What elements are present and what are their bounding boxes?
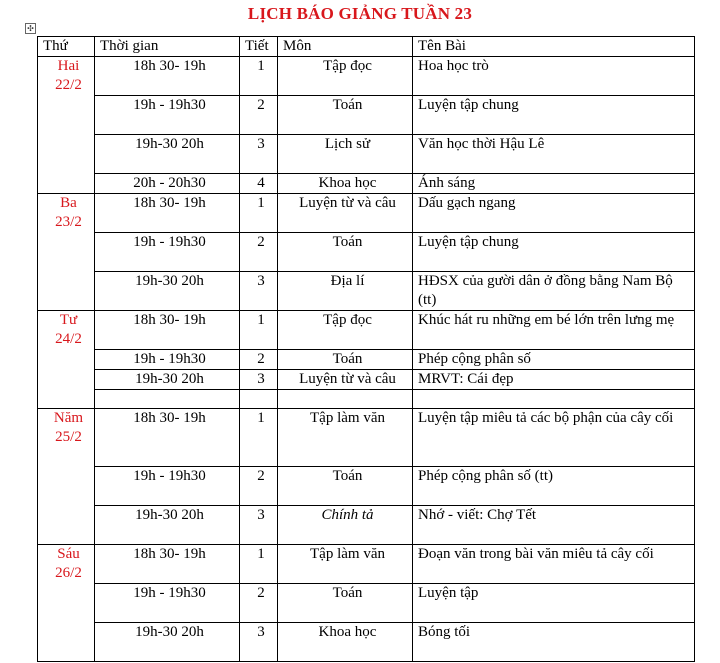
time-cell: 18h 30- 19h <box>95 409 240 467</box>
tiet-cell: 2 <box>240 584 278 623</box>
mon-cell: Khoa học <box>278 623 413 662</box>
table-row-empty <box>38 390 695 409</box>
mon-cell: Tập đọc <box>278 57 413 96</box>
day-date: 26/2 <box>55 565 82 581</box>
mon-cell: Tập làm văn <box>278 545 413 584</box>
tiet-cell: 1 <box>240 545 278 584</box>
lesson-cell: HĐSX của gười dân ở đồng bằng Nam Bộ (tt) <box>413 272 695 311</box>
lesson-cell: Luyện tập <box>413 584 695 623</box>
mon-cell: Toán <box>278 584 413 623</box>
mon-cell: Luyện từ và câu <box>278 194 413 233</box>
header-thoi-gian: Thời gian <box>95 37 240 57</box>
tiet-cell: 2 <box>240 350 278 370</box>
tiet-cell: 4 <box>240 174 278 194</box>
time-cell: 18h 30- 19h <box>95 194 240 233</box>
time-cell: 19h-30 20h <box>95 272 240 311</box>
lesson-cell: Phép cộng phân số <box>413 350 695 370</box>
lesson-cell: Bóng tối <box>413 623 695 662</box>
table-move-handle-icon[interactable]: ✣ <box>25 23 36 34</box>
mon-cell: Toán <box>278 467 413 506</box>
lesson-cell: Văn học thời Hậu Lê <box>413 135 695 174</box>
mon-cell: Địa lí <box>278 272 413 311</box>
lesson-cell: Luyện tập chung <box>413 96 695 135</box>
time-cell: 18h 30- 19h <box>95 57 240 96</box>
table-row <box>38 506 695 545</box>
tiet-cell: 1 <box>240 194 278 233</box>
lesson-cell: Đoạn văn trong bài văn miêu tả cây cối <box>413 545 695 584</box>
day-cell <box>38 311 95 409</box>
mon-cell: Toán <box>278 96 413 135</box>
tiet-cell: 2 <box>240 467 278 506</box>
time-cell: 20h - 20h30 <box>95 174 240 194</box>
day-cell <box>38 409 95 545</box>
day-cell <box>38 57 95 194</box>
day-date: 25/2 <box>55 429 82 445</box>
time-cell: 19h-30 20h <box>95 506 240 545</box>
time-cell: 19h-30 20h <box>95 370 240 390</box>
time-cell: 19h - 19h30 <box>95 350 240 370</box>
time-cell: 19h - 19h30 <box>95 233 240 272</box>
lesson-cell: Dấu gạch ngang <box>413 194 695 233</box>
table-row <box>38 311 695 350</box>
time-cell: 19h-30 20h <box>95 623 240 662</box>
schedule-table <box>37 36 695 662</box>
time-cell: 19h - 19h30 <box>95 584 240 623</box>
day-name: Ba <box>60 195 77 211</box>
mon-cell: Toán <box>278 233 413 272</box>
tiet-cell: 3 <box>240 370 278 390</box>
mon-cell: Lịch sử <box>278 135 413 174</box>
tiet-cell-empty <box>240 390 278 409</box>
header-tiet: Tiết <box>240 37 278 57</box>
mon-cell: Toán <box>278 350 413 370</box>
lesson-cell: Nhớ - viết: Chợ Tết <box>413 506 695 545</box>
day-name: Năm <box>53 410 84 426</box>
mon-cell: Luyện từ và câu <box>278 370 413 390</box>
time-cell: 19h - 19h30 <box>95 467 240 506</box>
table-row <box>38 545 695 584</box>
table-row <box>38 96 695 135</box>
time-cell-empty <box>95 390 240 409</box>
lesson-cell: Luyện tập chung <box>413 233 695 272</box>
lesson-cell-empty <box>413 390 695 409</box>
table-row <box>38 467 695 506</box>
table-row <box>38 57 695 96</box>
day-cell <box>38 545 95 662</box>
header-row <box>38 37 695 57</box>
mon-cell: Tập đọc <box>278 311 413 350</box>
day-date: 22/2 <box>55 77 82 93</box>
time-cell: 18h 30- 19h <box>95 311 240 350</box>
day-date: 24/2 <box>55 331 82 347</box>
lesson-cell: Khúc hát ru những em bé lớn trên lưng mẹ <box>413 311 695 350</box>
tiet-cell: 3 <box>240 623 278 662</box>
time-cell: 19h-30 20h <box>95 135 240 174</box>
tiet-cell: 2 <box>240 96 278 135</box>
table-row <box>38 272 695 311</box>
day-name: Hai <box>57 58 80 74</box>
tiet-cell: 3 <box>240 272 278 311</box>
tiet-cell: 3 <box>240 506 278 545</box>
table-row <box>38 409 695 467</box>
day-name: Sáu <box>57 546 80 562</box>
tiet-cell: 1 <box>240 57 278 96</box>
page-title: LỊCH BÁO GIẢNG TUẦN 23 <box>247 4 473 23</box>
mon-cell-empty <box>278 390 413 409</box>
header-thu: Thứ <box>38 37 95 57</box>
lesson-cell: Ánh sáng <box>413 174 695 194</box>
day-date: 23/2 <box>55 214 82 230</box>
table-row <box>38 370 695 390</box>
lesson-cell: Hoa học trò <box>413 57 695 96</box>
table-row <box>38 350 695 370</box>
table-row <box>38 623 695 662</box>
table-row <box>38 174 695 194</box>
table-row <box>38 233 695 272</box>
table-row <box>38 584 695 623</box>
time-cell: 18h 30- 19h <box>95 545 240 584</box>
tiet-cell: 1 <box>240 409 278 467</box>
day-cell <box>38 194 95 311</box>
mon-cell: Khoa học <box>278 174 413 194</box>
mon-cell: Chính tả <box>278 506 413 545</box>
lesson-cell: Luyện tập miêu tả các bộ phận của cây cối <box>413 409 695 467</box>
mon-cell: Tập làm văn <box>278 409 413 467</box>
header-ten-bai: Tên Bài <box>413 37 695 57</box>
tiet-cell: 2 <box>240 233 278 272</box>
time-cell: 19h - 19h30 <box>95 96 240 135</box>
header-mon: Môn <box>278 37 413 57</box>
table-row <box>38 194 695 233</box>
tiet-cell: 3 <box>240 135 278 174</box>
lesson-cell: MRVT: Cái đẹp <box>413 370 695 390</box>
day-name: Tư <box>59 312 78 328</box>
table-row <box>38 135 695 174</box>
tiet-cell: 1 <box>240 311 278 350</box>
lesson-cell: Phép cộng phân số (tt) <box>413 467 695 506</box>
